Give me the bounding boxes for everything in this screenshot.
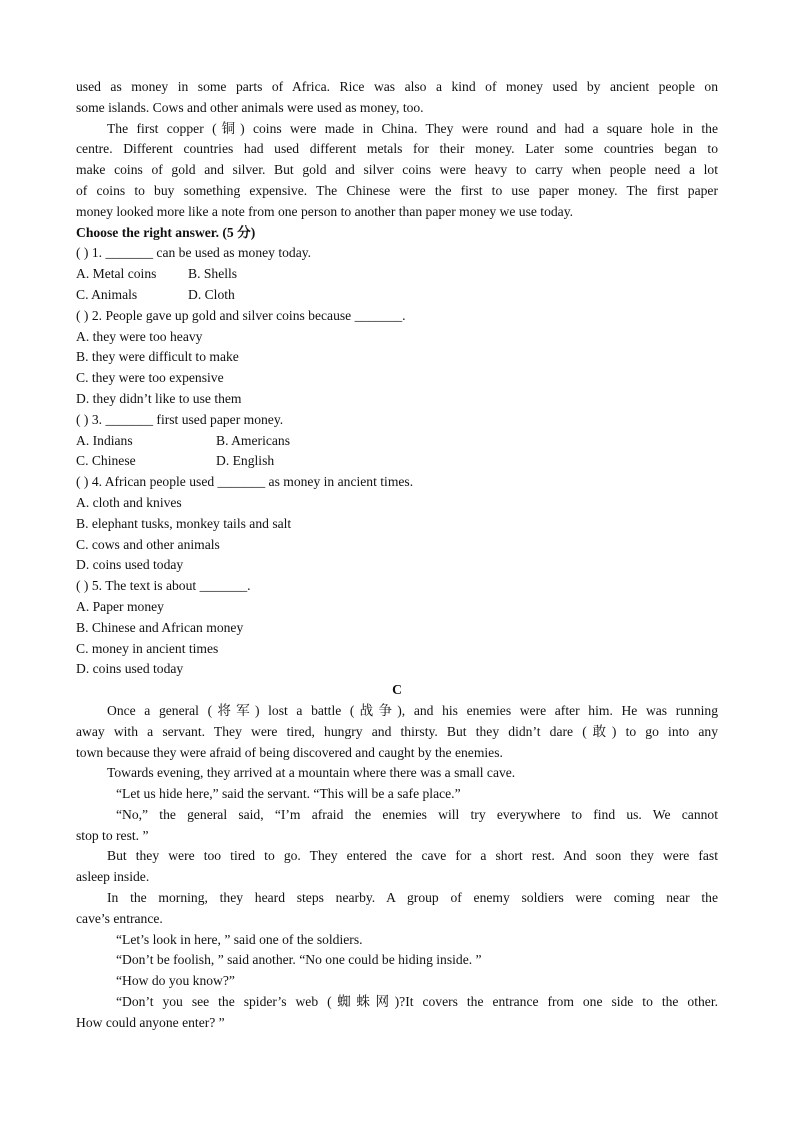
option: D. they didn’t like to use them (76, 390, 242, 406)
passage-c-line: cave’s entrance. (76, 910, 163, 926)
passage-c-line: town because they were afraid of being discovered and caught by the enemies. (76, 744, 503, 760)
passage-c-line: “No,” the general said, “I’m afraid the enemies will try everywhere to find us. We cannot (116, 806, 718, 822)
option: C. money in ancient times (76, 640, 219, 656)
option: D. English (216, 453, 275, 469)
option-row (76, 431, 718, 452)
question-stem: ( ) 2. People gave up gold and silver coins because _______. (76, 307, 406, 323)
option: A. cloth and knives (76, 494, 182, 510)
option: A. they were too heavy (76, 328, 203, 344)
passage-b-p2-line2: centre. Different countries had used different metals for their money. Later some countries began to (76, 141, 718, 157)
option: B. Americans (216, 432, 290, 448)
question-stem: ( ) 1. _______ can be used as money today. (76, 245, 312, 261)
passage-b-p2-line3: make coins of gold and silver. But gold and silver coins were heavy to carry when people need a lot (76, 162, 718, 178)
question-stem: ( ) 5. The text is about _______. (76, 578, 251, 594)
passage-c-line: “Don’t you see the spider’s web (蜘蛛网)?It covers the entrance from one side to the other. (116, 994, 718, 1010)
option: D. coins used today (76, 661, 184, 677)
option: C. they were too expensive (76, 370, 224, 386)
passage-c-line: But they were too tired to go. They entered the cave for a short rest. And soon they were fast (107, 848, 718, 864)
passage-b-p2-line1: The first copper (铜) coins were made in China. They were round and had a square hole in the (107, 120, 718, 136)
passage-c-line: away with a servant. They were tired, hungry and thirsty. But they didn’t dare (敢) to go into any (76, 723, 718, 739)
option: D. coins used today (76, 557, 184, 573)
option: A. Metal coins (76, 266, 157, 282)
passage-c-line: Once a general (将军) lost a battle (战争), and his enemies were after him. He was running (107, 702, 718, 718)
passage-c-line: “Don’t be foolish, ” said another. “No one could be hiding inside. ” (116, 952, 482, 968)
option-row (76, 264, 718, 285)
option-row (76, 285, 718, 306)
passage-c-line: How could anyone enter? ” (76, 1014, 225, 1030)
document-page (76, 77, 718, 1034)
option: C. Chinese (76, 453, 136, 469)
section-heading: Choose the right answer. (5 分) (76, 224, 256, 240)
question-stem: ( ) 3. _______ first used paper money. (76, 411, 284, 427)
passage-c-title: C (392, 682, 402, 698)
passage-c-line: Towards evening, they arrived at a mountain where there was a small cave. (107, 765, 516, 781)
passage-b-p1-line1: used as money in some parts of Africa. Rice was also a kind of money used by ancient people on (76, 79, 718, 94)
option-row (76, 451, 718, 472)
option: B. Chinese and African money (76, 619, 244, 635)
option: A. Indians (76, 432, 133, 448)
passage-b-p2-line5: money looked more like a note from one person to another than paper money we use today. (76, 203, 574, 219)
question-stem: ( ) 4. African people used _______ as money in ancient times. (76, 474, 414, 490)
option: C. cows and other animals (76, 536, 220, 552)
option: B. they were difficult to make (76, 349, 239, 365)
option: D. Cloth (188, 286, 235, 302)
passage-c-line: stop to rest. ” (76, 827, 149, 843)
passage-c-line: “How do you know?” (116, 973, 235, 989)
passage-c-line: “Let us hide here,” said the servant. “This will be a safe place.” (116, 786, 461, 802)
option: B. Shells (188, 266, 238, 282)
passage-c-line: asleep inside. (76, 869, 150, 885)
passage-c-line: In the morning, they heard steps nearby. A group of enemy soldiers were coming near the (107, 890, 718, 906)
passage-b-p2-line4: of coins to buy something expensive. The Chinese were the first to use paper money. The first paper (76, 182, 718, 198)
passage-b-p1-line2: some islands. Cows and other animals were used as money, too. (76, 99, 424, 115)
option: B. elephant tusks, monkey tails and salt (76, 515, 292, 531)
option: A. Paper money (76, 598, 164, 614)
passage-c-line: “Let’s look in here, ” said one of the soldiers. (116, 931, 363, 947)
option: C. Animals (76, 286, 138, 302)
